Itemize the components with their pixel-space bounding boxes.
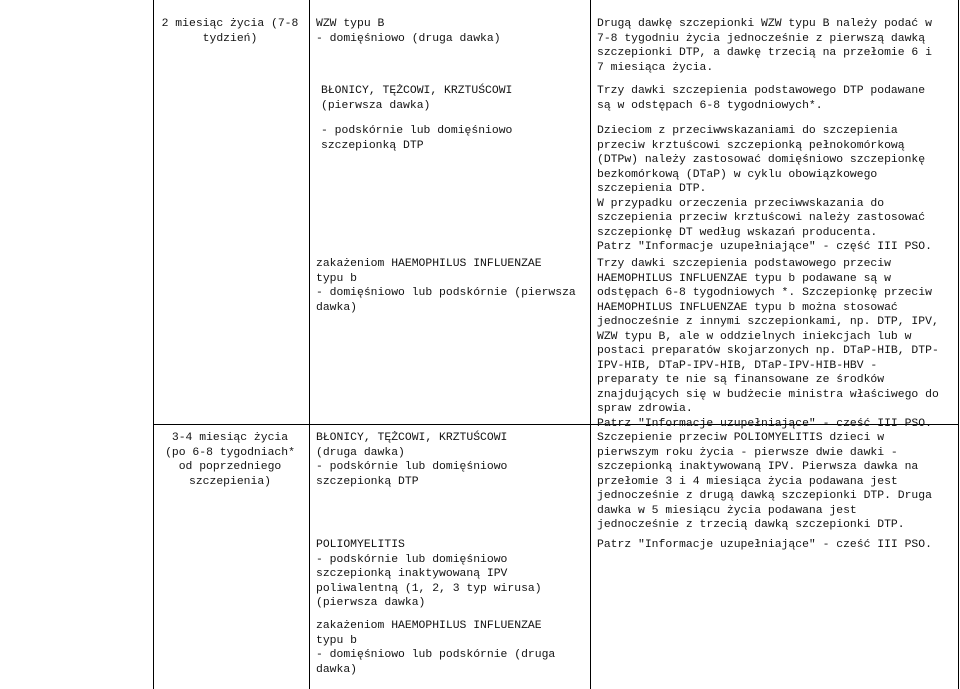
note-row1-item3: Dzieciom z przeciwwskazaniami do szczepienia przeciw krztuścowi szczepionką pełnokomórkową (DTPw) należy zastosować domięśniowo szczepionkę bezkomórkową (DTaP) w cyklu obowiązkowego szczepienia DTP. W przypadku orzeczenia przeciwwskazania do szczepienia przeciw krztuścowi należy zastosować szczepionkę DT według wskazań producenta. Patrz "Informacje uzupełniające" - część III PSO. (597, 125, 932, 253)
vaccine-row1-item4: zakażeniom HAEMOPHILUS INFLUENZAE typu b - domięśniowo lub podskórnie (pierwsza dawka) (316, 258, 576, 314)
table-border-left (153, 0, 154, 689)
note-row1-item4: Trzy dawki szczepienia podstawowego przeciw HAEMOPHILUS INFLUENZAE typu b podawane są w odstępach 6-8 tygodniowych *. Szczepionkę przeciw HAEMOPHILUS INFLUENZAE typu b można stosować jednocześnie z innymi szczepionkami, np. DTP, IPV, WZW typu B, ale w oddzielnych iniekcjach lub w postaci preparatów skojarzonych np. DTaP-HIB, DTP- IPV-HIB, DTaP-IPV-HIB, DTaP-IPV-HIB-HBV - preparaty te nie są finansowane ze środków znajdujących się w budżecie ministra właściwego do spraw zdrowia. Patrz "Informacje uzupełniające" - cześć III PSO. (597, 258, 939, 430)
vaccine-row1-item3: - podskórnie lub domięśniowo szczepionką DTP (321, 125, 513, 152)
age-cell-row-2: 3-4 miesiąc życia (po 6-8 tygodniach* od poprzedniego szczepienia) (165, 432, 295, 488)
vaccine-row2-item2: POLIOMYELITIS - podskórnie lub domięśniowo szczepionką inaktywowaną IPV poliwalentną (1, 2, 3 typ wirusa) (pierwsza dawka) (316, 539, 542, 609)
vaccine-row2-item1: BŁONICY, TĘŻCOWI, KRZTUŚCOWI (druga dawka) - podskórnie lub domięśniowo szczepionką DTP (316, 432, 508, 488)
column-divider-1 (309, 0, 310, 689)
note-row2-item1: Szczepienie przeciw POLIOMYELITIS dzieci w pierwszym roku życia - pierwsze dwie dawki - szczepionką inaktywowaną IPV. Pierwsza dawka na przełomie 3 i 4 miesiąca życia podawana jest jednocześnie z drugą dawką szczepionki DTP. Druga dawka w 5 miesiącu życia podawana jest jednocześnie z trzecią dawką szczepionki DTP. (597, 432, 932, 531)
note-row1-item1: Drugą dawkę szczepionki WZW typu B należy podać w 7-8 tygodniu życia jednocześnie z pierwszą dawką szczepionki DTP, a dawkę trzecią na przełomie 6 i 7 miesiąca życia. (597, 18, 932, 74)
age-cell-row-1: 2 miesiąc życia (7-8 tydzień) (161, 18, 299, 45)
note-row1-item2: Trzy dawki szczepienia podstawowego DTP podawane są w odstępach 6-8 tygodniowych*. (597, 85, 926, 112)
table-border-right (958, 0, 959, 689)
vaccine-row1-item1: WZW typu B - domięśniowo (druga dawka) (316, 18, 501, 45)
vaccine-row2-item3: zakażeniom HAEMOPHILUS INFLUENZAE typu b - domięśniowo lub podskórnie (druga dawka) (316, 620, 556, 676)
vaccine-row1-item2: BŁONICY, TĘŻCOWI, KRZTUŚCOWI (pierwsza dawka) (321, 85, 513, 112)
note-row2-item2: Patrz "Informacje uzupełniające" - cześć III PSO. (597, 539, 932, 551)
